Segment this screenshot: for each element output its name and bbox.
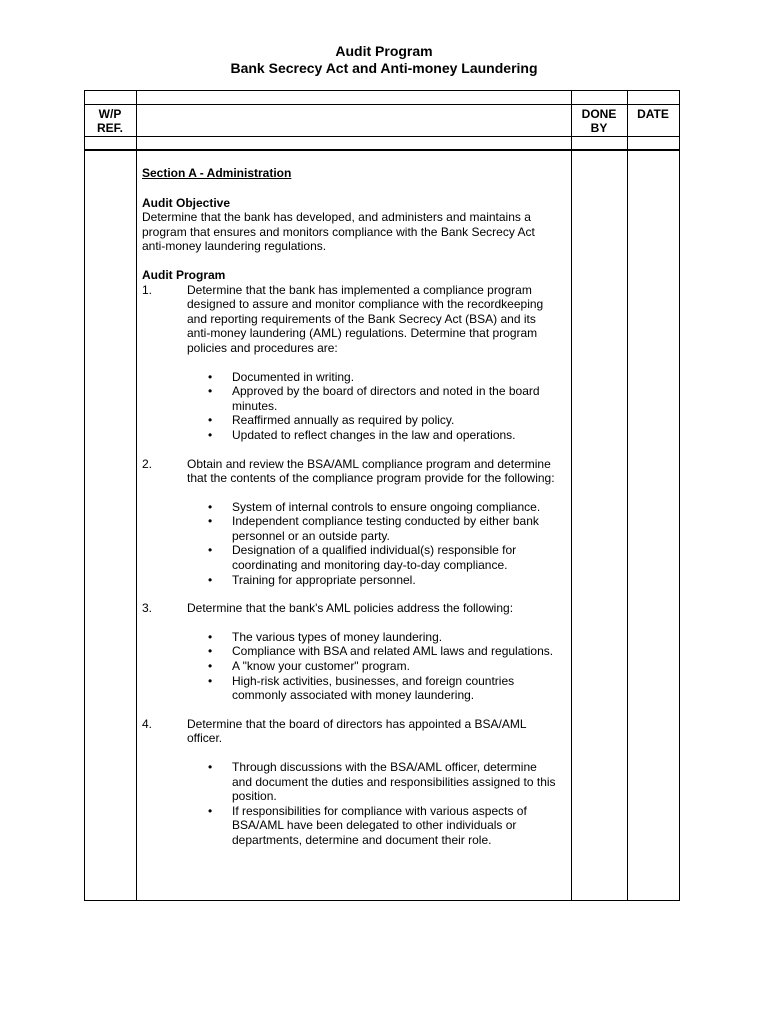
table-header-bottom-line — [84, 136, 680, 137]
program-item-4 — [142, 717, 560, 848]
bullet-item: • Reaffirmed annually as required by policy. — [208, 413, 560, 428]
program-item-3-row — [142, 601, 560, 616]
date-header: DATE — [637, 107, 669, 121]
bullet-item: • Through discussions with the BSA/AML officer, determine and document the duties and responsibilities assigned to this position. — [208, 760, 560, 804]
item-text: Determine that the bank has implemented a compliance program designed to assure and monitor compliance with the recordkeeping and reporting requirements of the Bank Secrecy Act (BSA) and its anti-money laundering (AML) regulations. Determine that program policies and procedures are: — [187, 282, 544, 355]
program-item-2-row — [142, 457, 560, 486]
bullet-item: • Training for appropriate personnel. — [208, 573, 560, 588]
objective-heading: Audit Objective — [142, 195, 231, 210]
wp-ref-line2: REF. — [96, 121, 123, 135]
table-header-sub-line — [84, 104, 680, 105]
wp-ref-line1: W/P — [98, 107, 122, 121]
table-col-divider-done — [571, 90, 572, 901]
done-by-line1: DONE — [581, 107, 617, 121]
item-text: Determine that the bank's AML policies address the following: — [187, 601, 514, 616]
bullet-item: • The various types of money laundering. — [208, 630, 560, 645]
bullet-item: • If responsibilities for compliance with various aspects of BSA/AML have been delegated to other individuals or departments, determine and document their role. — [208, 804, 560, 848]
bullet-list — [142, 500, 560, 588]
item-text: Determine that the board of directors has appointed a BSA/AML officer. — [187, 716, 527, 746]
bullet-item: • Updated to reflect changes in the law and operations. — [208, 428, 560, 443]
program-item-3 — [142, 601, 560, 703]
item-number: 2. — [142, 456, 153, 471]
bullet-item: • Compliance with BSA and related AML laws and regulations. — [208, 644, 560, 659]
bullet-item: • Documented in writing. — [208, 370, 560, 385]
section-content — [142, 166, 560, 862]
table-col-divider-date — [627, 90, 628, 901]
table-top-border — [84, 90, 680, 91]
section-title: Section A - Administration — [142, 166, 292, 180]
bullet-item: • A "know your customer" program. — [208, 659, 560, 674]
table-right-border — [679, 90, 680, 901]
bullet-item: • Designation of a qualified individual(s) responsible for coordinating and monitoring day-to-day compliance. — [208, 543, 560, 572]
document-header — [0, 43, 768, 77]
program-item-2 — [142, 457, 560, 588]
bullet-list — [142, 370, 560, 443]
done-by-header — [571, 107, 627, 135]
bullet-item: • Approved by the board of directors and noted in the board minutes. — [208, 384, 560, 413]
objective-text: Determine that the bank has developed, and administers and maintains a program that ensures and monitors compliance with the Bank Secrecy Act anti-money laundering regulations. — [142, 210, 535, 254]
item-number: 1. — [142, 282, 153, 297]
item-number: 4. — [142, 716, 153, 731]
bullet-item: • High-risk activities, businesses, and foreign countries commonly associated with money laundering. — [208, 674, 560, 703]
table-col-divider-ref — [136, 90, 137, 901]
bullet-item: • System of internal controls to ensure ongoing compliance. — [208, 500, 560, 515]
table-header-divider — [84, 149, 680, 151]
table-left-border — [84, 90, 85, 901]
wp-ref-header — [84, 107, 136, 135]
document-subtitle: Bank Secrecy Act and Anti-money Laundering — [230, 60, 538, 76]
document-title: Audit Program — [335, 43, 433, 59]
program-heading: Audit Program — [142, 267, 226, 282]
done-by-line2: BY — [590, 121, 608, 135]
bullet-item: • Independent compliance testing conducted by either bank personnel or an outside party. — [208, 514, 560, 543]
table-bottom-border — [84, 900, 680, 901]
bullet-list — [142, 760, 560, 848]
item-number: 3. — [142, 601, 153, 616]
program-item-1-row — [142, 283, 560, 356]
program-item-4-row — [142, 717, 560, 746]
program-item-1 — [142, 283, 560, 443]
bullet-list — [142, 630, 560, 703]
item-text: Obtain and review the BSA/AML compliance program and determine that the contents of the compliance program provide for the following: — [187, 456, 555, 486]
